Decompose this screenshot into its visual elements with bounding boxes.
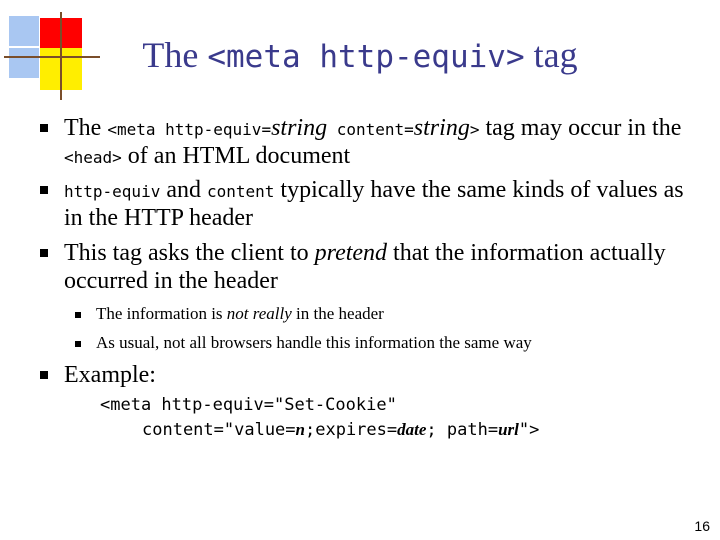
b2-code-2: content: [206, 182, 275, 201]
bullet-4-marker: [40, 371, 48, 379]
code-line-1: <meta http-equiv="Set-Cookie": [100, 395, 397, 415]
code-part-e: ; path=: [426, 420, 499, 440]
bullet-1-line-1: [64, 114, 681, 144]
sb1-text: The information is: [96, 304, 227, 323]
bullet-3-line-2: occurred in the header: [64, 268, 278, 294]
b1l2-code: <head>: [64, 148, 122, 167]
b1-text: The: [64, 115, 108, 141]
sb1-italic: not really: [226, 304, 292, 323]
code-placeholder-url: url: [498, 420, 519, 439]
b3-italic: pretend: [314, 240, 388, 266]
b1-code-2: content=: [327, 120, 414, 139]
bullet-2-line-2: in the HTTP header: [64, 205, 254, 231]
slide-title: [0, 34, 720, 76]
subbullet-2-text: As usual, not all browsers handle this information the same way: [96, 333, 532, 352]
bullet-1-line-2: [64, 142, 350, 172]
code-placeholder-date: date: [397, 420, 427, 439]
b2-text: and: [160, 177, 207, 203]
b2-code: http-equiv: [64, 182, 161, 201]
bullet-1-marker: [40, 124, 48, 132]
bullet-2-marker: [40, 186, 48, 194]
subbullet-1-marker: [75, 312, 81, 318]
b1-text-2: tag may occur in the: [479, 115, 682, 141]
code-line-2: [142, 418, 539, 442]
title-text-pre: The: [142, 35, 208, 75]
subbullet-1-text: [96, 303, 384, 325]
bullet-3-marker: [40, 249, 48, 257]
b1-code-3: >: [469, 120, 480, 139]
b3-text-2: that the information actually: [387, 240, 666, 266]
bullet-3-line-1: [64, 239, 666, 267]
subbullet-2-marker: [75, 341, 81, 347]
code-placeholder-n: n: [295, 420, 305, 439]
b1-italic-2: string: [413, 115, 470, 141]
page-number: 16: [694, 518, 710, 534]
b1l2-text: of an HTML document: [121, 143, 351, 169]
b1-italic: string: [271, 115, 328, 141]
code-part-c: ;expires=: [305, 420, 398, 440]
bullet-2-line-1: [64, 176, 684, 206]
b3-text: This tag asks the client to: [64, 240, 315, 266]
code-part-g: ">: [518, 420, 540, 440]
b1-code: <meta http-equiv=: [107, 120, 272, 139]
code-part-a: content="value=: [142, 420, 296, 440]
title-code: <meta http-equiv>: [207, 39, 525, 75]
sb1-text-2: in the header: [291, 304, 384, 323]
b2-text-2: typically have the same kinds of values as: [274, 177, 684, 203]
title-text-post: tag: [524, 35, 578, 75]
example-label: Example:: [64, 362, 156, 388]
